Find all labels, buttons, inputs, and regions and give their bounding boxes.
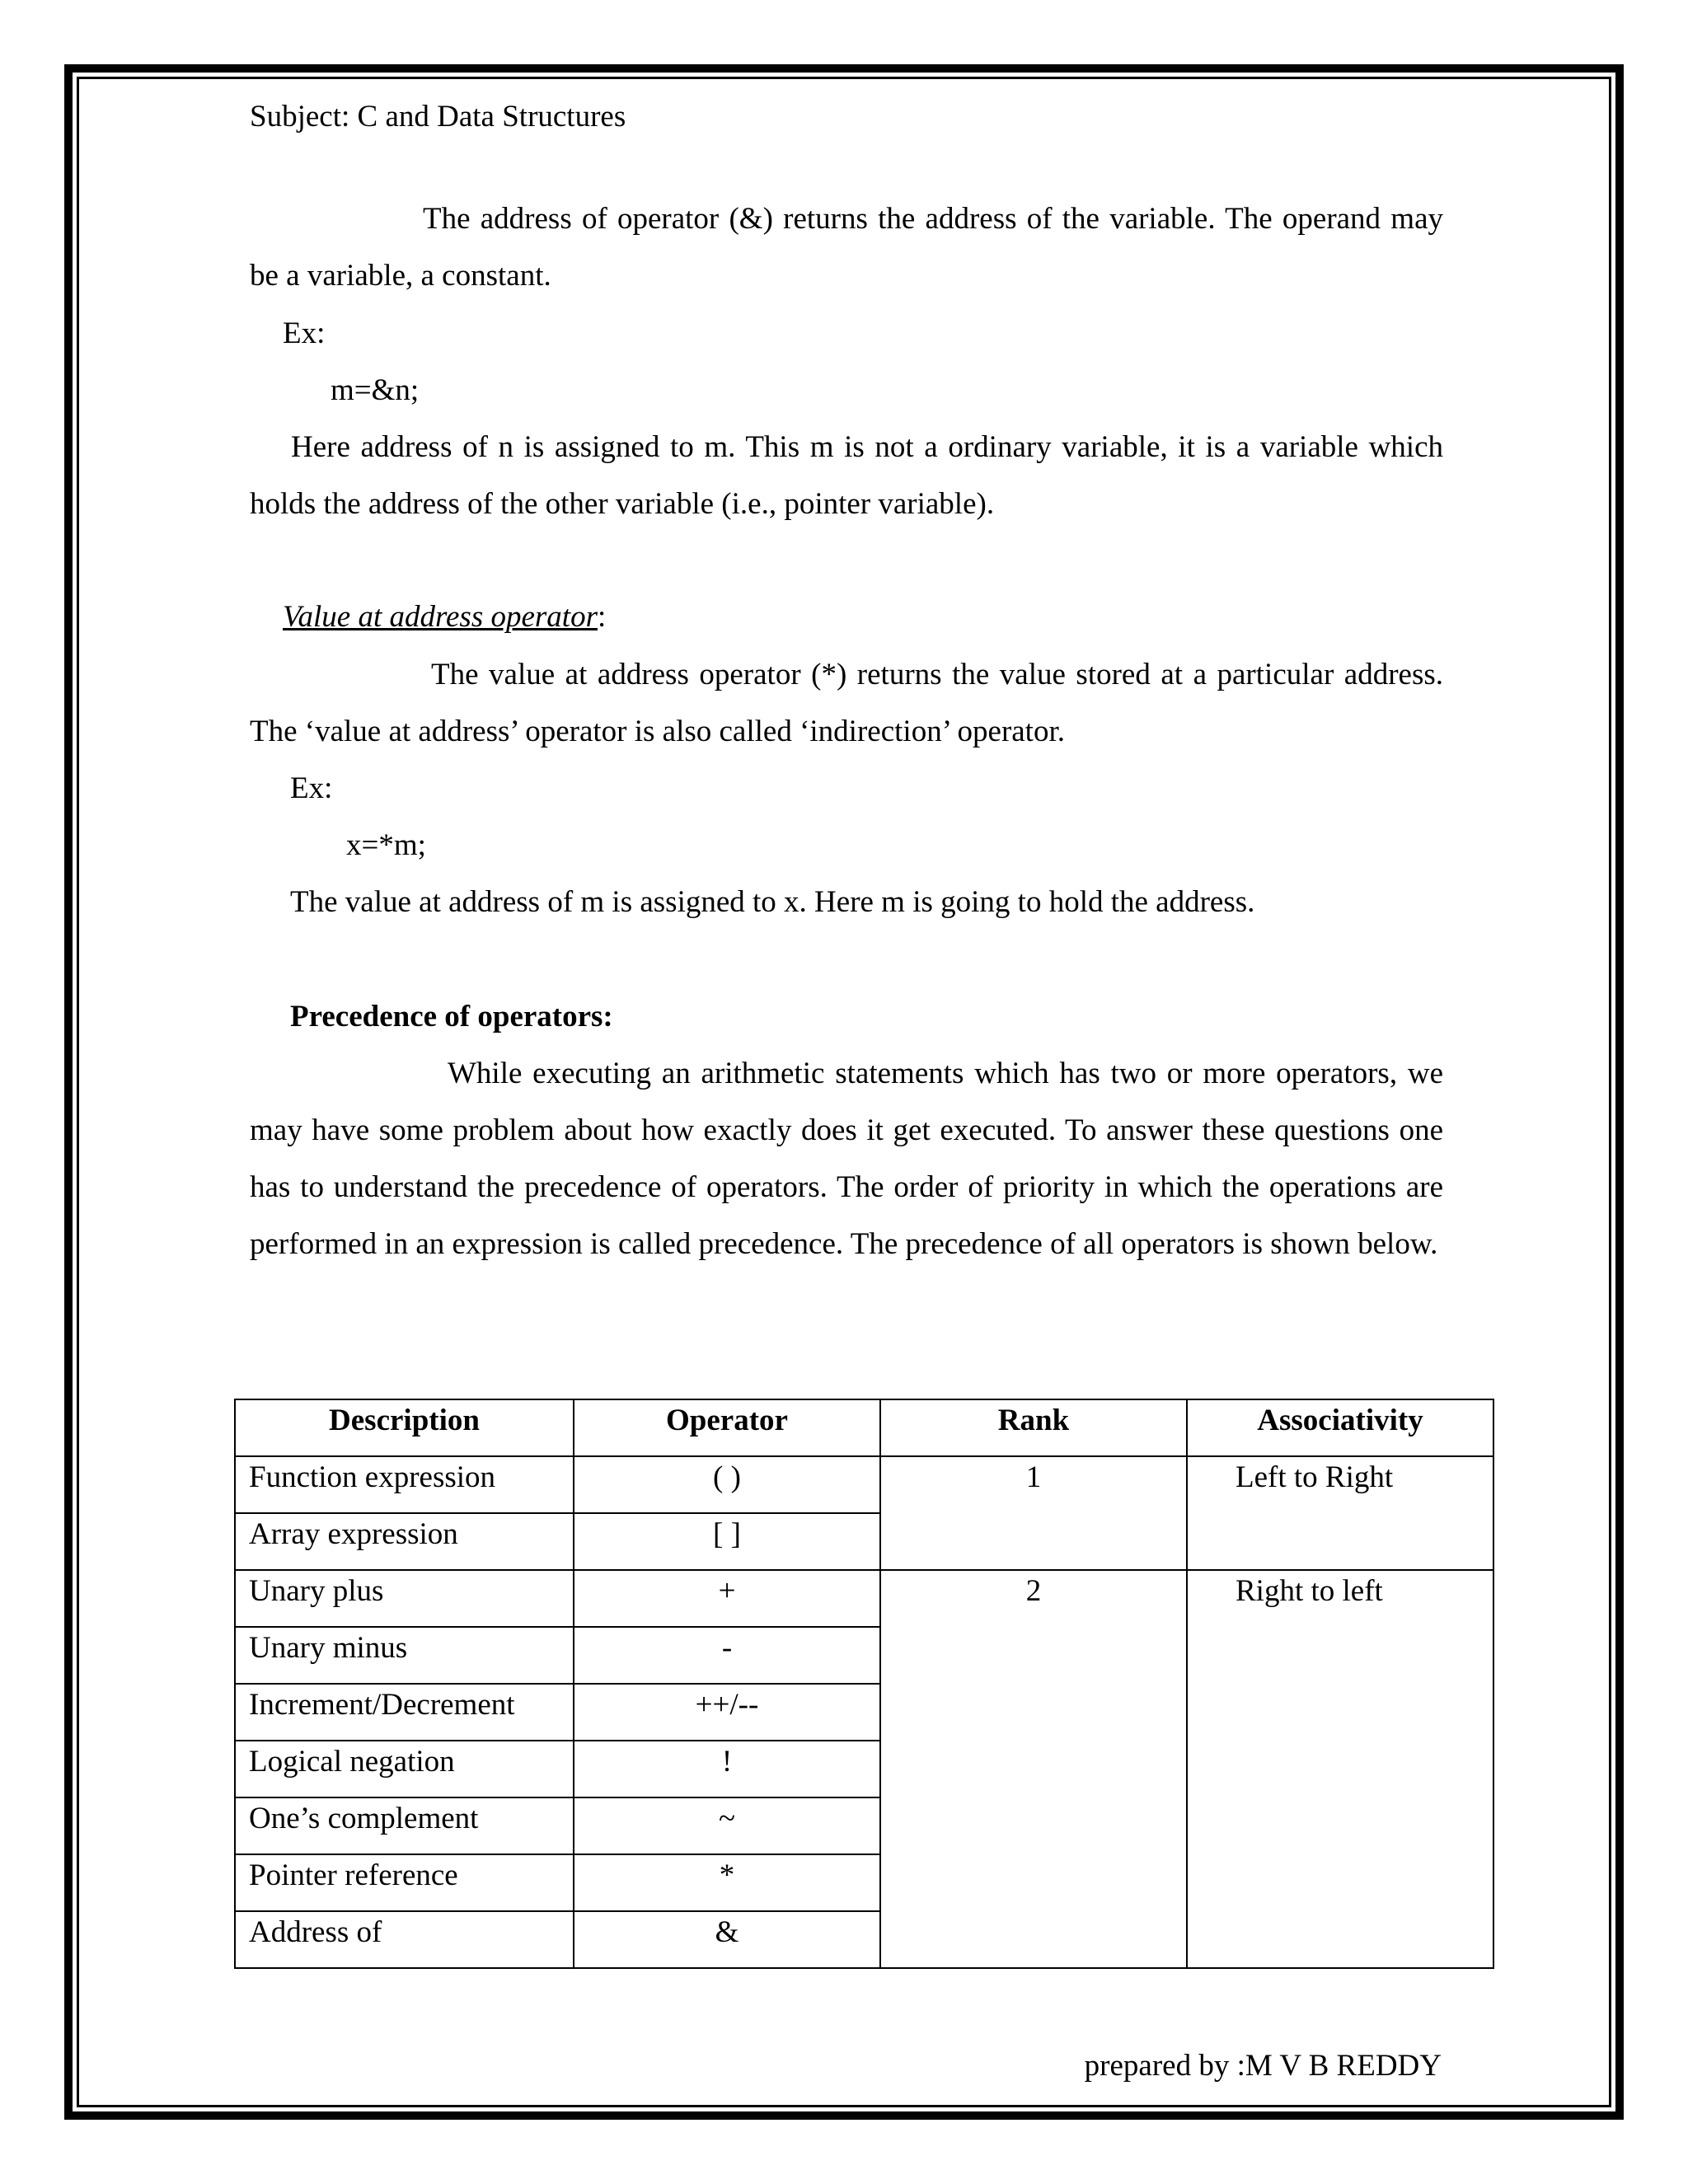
cell-description: Increment/Decrement bbox=[235, 1684, 574, 1741]
footer-prepared-by: prepared by :M V B REDDY bbox=[1084, 2049, 1442, 2083]
cell-description: Function expression bbox=[235, 1456, 574, 1513]
heading-colon: : bbox=[597, 600, 607, 634]
cell-operator: ( ) bbox=[574, 1456, 880, 1513]
precedence-paragraph bbox=[250, 1045, 1443, 1272]
cell-rank: 1 bbox=[880, 1456, 1187, 1570]
example-label: Ex: bbox=[283, 316, 326, 350]
cell-description: Array expression bbox=[235, 1513, 574, 1570]
table-row bbox=[235, 1456, 1493, 1513]
cell-description: Unary minus bbox=[235, 1627, 574, 1684]
cell-operator: ! bbox=[574, 1741, 880, 1797]
cell-operator: - bbox=[574, 1627, 880, 1684]
cell-description: Unary plus bbox=[235, 1570, 574, 1627]
cell-operator: & bbox=[574, 1911, 880, 1968]
example-label: Ex: bbox=[290, 771, 333, 805]
address-explanation-text: Here address of n is assigned to m. This m is not a ordinary variable, it is a variable which holds the address of the other variable (i.e., pointer variable). bbox=[250, 430, 1443, 521]
cell-description: Pointer reference bbox=[235, 1854, 574, 1911]
address-explanation-paragraph bbox=[250, 419, 1443, 532]
cell-description: Address of bbox=[235, 1911, 574, 1968]
header-operator: Operator bbox=[574, 1399, 880, 1456]
code-example: m=&n; bbox=[331, 373, 420, 407]
cell-operator: + bbox=[574, 1570, 880, 1627]
header-description: Description bbox=[235, 1399, 574, 1456]
table-body bbox=[235, 1456, 1493, 1968]
code-example: x=*m; bbox=[346, 828, 426, 862]
cell-operator: [ ] bbox=[574, 1513, 880, 1570]
value-at-address-heading-text: Value at address operator bbox=[283, 600, 598, 634]
cell-description: Logical negation bbox=[235, 1741, 574, 1797]
address-operator-text: The address of operator (&) returns the address of the variable. The operand may be a variable, a constant. bbox=[250, 202, 1443, 293]
table-row bbox=[235, 1570, 1493, 1627]
precedence-text: While executing an arithmetic statements which has two or more operators, we may have some problem about how exactly does it get executed. To answer these questions one has to understand the precedence of operators. The order of priority in which the operations are performed in an expression is called precedence. The precedence of all operators is shown below. bbox=[250, 1057, 1443, 1261]
address-operator-paragraph bbox=[250, 190, 1443, 304]
header-associativity: Associativity bbox=[1187, 1399, 1493, 1456]
cell-operator: ~ bbox=[574, 1797, 880, 1854]
cell-operator: ++/-- bbox=[574, 1684, 880, 1741]
table-header-row bbox=[235, 1399, 1493, 1456]
header-rank: Rank bbox=[880, 1399, 1187, 1456]
value-at-address-text: The value at address operator (*) returns the value stored at a particular address. The ‘value at address’ operator is also called ‘indirection’ operator. bbox=[250, 658, 1443, 748]
subject-header: Subject: C and Data Structures bbox=[250, 100, 626, 134]
cell-description: One’s complement bbox=[235, 1797, 574, 1854]
cell-associativity: Right to left bbox=[1187, 1570, 1493, 1968]
cell-operator: * bbox=[574, 1854, 880, 1911]
cell-rank: 2 bbox=[880, 1570, 1187, 1968]
value-explanation: The value at address of m is assigned to x. Here m is going to hold the address. bbox=[290, 885, 1255, 919]
precedence-table bbox=[234, 1399, 1494, 1969]
precedence-heading: Precedence of operators: bbox=[290, 1000, 613, 1033]
cell-associativity: Left to Right bbox=[1187, 1456, 1493, 1570]
value-at-address-paragraph bbox=[250, 646, 1443, 760]
value-at-address-heading bbox=[283, 599, 606, 635]
